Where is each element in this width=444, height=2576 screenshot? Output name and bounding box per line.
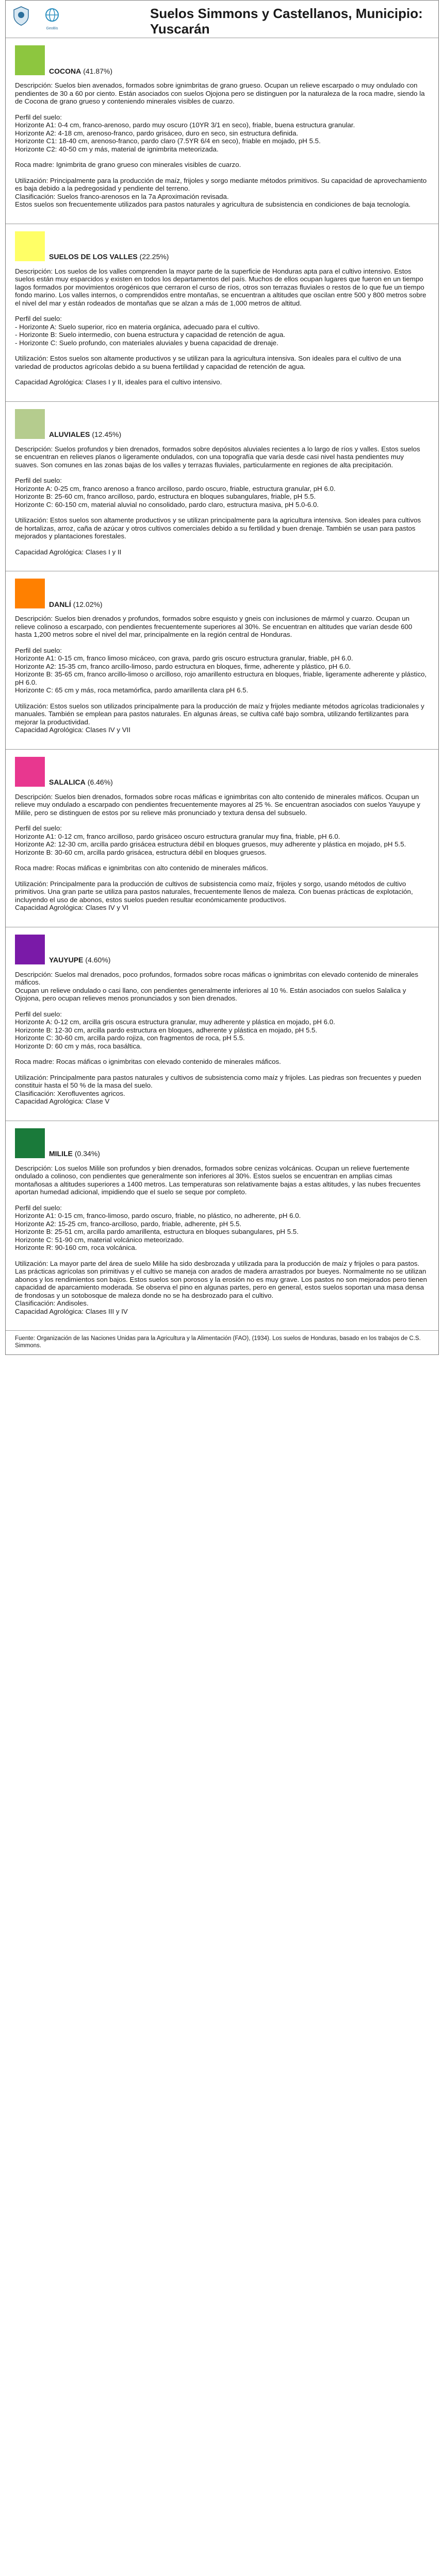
soil-name-text: YAUYUPE <box>49 956 84 964</box>
soil-paragraph: Perfil del suelo: Horizonte A1: 0-4 cm, franco-arenoso, pardo muy oscuro (10YR 3/1 en seco), friable, buena estructura granular. Horizonte A2: 4-18 cm, arenoso-franco, pardo grisáceo, duro en seco, sin estructura definida. Horizonte C1: 18-40 cm, arenoso-franco, pardo claro (7.5YR 6/4 en seco), friable en mojado, pH 5.5. Horizonte C2: 40-50 cm y más, material de ignimbrita meteorizada. <box>15 113 355 153</box>
soil-name-text: SALALICA <box>49 778 86 786</box>
soil-name <box>49 601 103 609</box>
soil-paragraph: Utilización: Estos suelos son utilizados principalmente para la producción de maíz y frijoles mediante métodos agrícolas tradicionales y manuales. También se emplean para pastos naturales. En algunas áreas, se cultiva café bajo sombra, utilizando fertilizantes para mejorar la productividad. Capacidad Agrológica: Clases IV y VII <box>15 702 424 734</box>
soil-section <box>6 401 438 571</box>
soil-paragraph: Perfil del suelo: - Horizonte A: Suelo superior, rico en materia orgánica, adecuado para el cultivo. - Horizonte B: Suelo intermedio, con buena estructura y capacidad de retención de agua. - Horizonte C: Suelo profundo, con materiales aluviales y buena capacidad de drenaje. <box>15 315 286 347</box>
soil-color-swatch <box>15 935 45 964</box>
soil-paragraph: Descripción: Los suelos de los valles comprenden la mayor parte de la superficie de Honduras apta para el cultivo intensivo. Estos suelos están muy esparcidos y existen en todos los departamentos del país. Muchos de ellos ocupan lugares que fueron en un tiempo lagos formados por movimientos orogénicos que cerraron el curso de ríos, otros son terrazas fluviales o restos de lo que fue un tiempo fondo marino. Los valles internos, o comprendidos entre montañas, se encuentran a altitudes que oscilan entre 500 y 800 metros sobre el nivel del mar y están rodeados de montañas que se alzan a más de 1,000 metros de altitud. <box>15 267 426 307</box>
soil-name <box>49 956 110 964</box>
soil-section-header <box>15 409 429 439</box>
soil-name <box>49 431 121 439</box>
title-line-2: Yuscarán <box>150 21 210 37</box>
soil-paragraph: Utilización: Estos suelos son altamente productivos y se utilizan principalmente para la agricultura intensiva. Son ideales para cultivos de hortalizas, arroz, caña de azúcar y otros cultivos comerciales debido a su fertilidad y buen drenaje. También se usan para pastos mejorados y plantaciones forestales. <box>15 516 421 540</box>
soil-paragraph: Utilización: La mayor parte del área de suelo Milile ha sido desbrozada y utilizada para la producción de maíz y frijoles o para pastos. Las prácticas agrícolas son primitivas y el cultivo se maneja con arados de madera arrastrados por bueyes. Normalmente no se utilizan abonos y los rendimientos son bajos. Estos suelos son porosos y la erosión no es muy grave. Los pastos no son mejorados pero tienen capacidad de aparcamiento moderada. Se observa el pino en algunas partes, pero en general, estos suelos soportan una masa densa de frondosas y un sotobosque de maleza donde no se ha desbrozado para el cultivo. Clasificación: Andisoles. Capacidad Agrológica: Clases III y IV <box>15 1259 427 1315</box>
soil-section-header <box>15 231 429 261</box>
soil-color-swatch <box>15 757 45 787</box>
soil-percentage: (4.60%) <box>85 956 111 964</box>
soil-name <box>49 67 112 76</box>
soil-color-swatch <box>15 1128 45 1158</box>
soil-paragraph: Perfil del suelo: Horizonte A1: 0-15 cm, franco limoso micáceo, con grava, pardo gris oscuro estructura granular, friable, pH 6.0. Horizonte A2: 15-35 cm, franco arcillo-limoso, pardo estructura en bloques, firme, adherente y plástico, pH 6.0. Horizonte B: 35-65 cm, franco arcillo-limoso o arcilloso, rojo amarillento estructura en bloques, friable, ligeramente adherente y plástico, pH 6.0. Horizonte C: 65 cm y más, roca metamórfica, pardo amarillenta clara pH 6.5. <box>15 646 427 694</box>
soil-section-header <box>15 757 429 787</box>
soil-section <box>6 927 438 1121</box>
soil-paragraph: Perfil del suelo: Horizonte A1: 0-12 cm, franco arcilloso, pardo grisáceo oscuro estructura granular muy fina, friable, pH 6.0. Horizonte A2: 12-30 cm, arcilla pardo grisácea estructura débil en bloques gruesos, muy adherente y plástica en mojado, pH 5.5. Horizonte B: 30-60 cm, arcilla pardo grisácea, estructura débil en bloques gruesos. <box>15 824 406 856</box>
soil-name <box>49 778 113 787</box>
soil-section-header <box>15 579 429 608</box>
soil-paragraph: Utilización: Principalmente para pastos naturales y cultivos de subsistencia como maíz y frijoles. Las piedras son frecuentes y pueden constituir hasta el 50 % de la masa del suelo. Clasificación: Xerofluventes agricos. Capacidad Agrológica: Clase V <box>15 1073 421 1105</box>
soil-section <box>6 1121 438 1331</box>
soil-paragraph: Descripción: Suelos bien avenados, formados sobre ignimbritas de grano grueso. Ocupan un relieve escarpado o muy ondulado con pendientes de 30 a 60 por ciento. Están asociados con suelos Ojojona pero se distinguen por la naturaleza de la roca madre, siendo la de Cocona de grano grueso y conteniendo minerales visibles de cuarzo. <box>15 81 425 105</box>
soil-paragraph: Roca madre: Rocas máficas e ignimbritas con alto contenido de minerales máficos. <box>15 864 268 872</box>
soil-section <box>6 38 438 224</box>
soil-color-swatch <box>15 231 45 261</box>
soil-name-text: MILILE <box>49 1149 73 1158</box>
report-header <box>6 1 438 38</box>
soil-section-header <box>15 935 429 964</box>
soil-name-text: ALUVIALES <box>49 430 90 438</box>
soil-paragraph: Descripción: Suelos mal drenados, poco profundos, formados sobre rocas máficas o ignimbritas con elevado contenido de minerales máficos. Ocupan un relieve ondulado o casi llano, con pendientes generalmente inferiores al 10 %. Están asociados con suelos Salalica y Ojojona, pero ocupan relieves menos pronunciados y son bien drenados. <box>15 970 418 1002</box>
soil-paragraph: Roca madre: Ignimbrita de grano grueso con minerales visibles de cuarzo. <box>15 161 241 168</box>
soil-section-header <box>15 1128 429 1158</box>
soil-paragraph: Descripción: Suelos bien drenados, formados sobre rocas máficas e ignimbritas con alto contenido de minerales máficos. Ocupan un relieve muy ondulado a escarpado con pendientes frecuentemente mayores al 25 %. Se encuentran asociados con suelos Yauyupe y Milile, pero se distinguen de estos por su relieve más pronunciado y textura densa del subsuelo. <box>15 792 421 817</box>
soil-name-text: COCONA <box>49 66 81 75</box>
shield-icon <box>11 6 31 26</box>
soil-paragraph: Utilización: Principalmente para la producción de cultivos de subsistencia como maíz, frijoles y sorgo, usando métodos de cultivo primitivos. Una gran parte se utiliza para pastos naturales, frecuentemente llenos de maleza. Con buenas prácticas de explotación, incluyendo el uso de abonos, estos suelos pueden resultar económicamente productivos. Capacidad Agrológica: Clases IV y VI <box>15 879 413 911</box>
page-title <box>150 6 423 37</box>
soil-paragraph: Descripción: Los suelos Milile son profundos y bien drenados, formados sobre cenizas volcánicas. Ocupan un relieve fuertemente ondulado a colinoso, con pendientes que generalmente son inferiores al 30%. Estos suelos se encuentran en amplias cimas montañosas a altitudes superiores a 1400 metros. Las temperaturas son relativamente bajas a estas altitudes, y las nubes frecuentes aportan humedad adicional, impidiendo que el suelo se seque por completo. <box>15 1164 421 1196</box>
soil-percentage: (6.46%) <box>87 778 113 786</box>
soil-paragraph: Utilización: Principalmente para la producción de maíz, frijoles y sorgo mediante métodos primitivos. Su capacidad de aprovechamiento es baja debido a la pedregosidad y pendiente del terreno. Clasificación: Suelos franco-arenosos en la 7a Aproximación revisada. Estos suelos son frecuentemente utilizados para pastos naturales y agricultura de subsistencia en condiciones de baja tecnología. <box>15 176 427 208</box>
soil-name <box>49 253 169 261</box>
soil-paragraph: Utilización: Estos suelos son altamente productivos y se utilizan para la agricultura intensiva. Son ideales para el cultivo de una variedad de productos agrícolas debido a su buena fertilidad y capacidad de retención de agua. <box>15 354 401 370</box>
soil-paragraph: Perfil del suelo: Horizonte A: 0-25 cm, franco arenoso a franco arcilloso, pardo oscuro, friable, estructura granular, pH 6.0. Horizonte B: 25-60 cm, franco arcilloso, pardo, estructura en bloques subangulares, friable, pH 5.5. Horizonte C: 60-150 cm, material aluvial no consolidado, pardo claro, estructura masiva, pH 5.0-6.0. <box>15 477 336 509</box>
soil-color-swatch <box>15 579 45 608</box>
soil-percentage: (0.34%) <box>74 1149 100 1158</box>
source-footer: Fuente: Organización de las Naciones Unidas para la Agricultura y la Alimentación (FAO), (1934). Los suelos de Honduras, basado en los trabajos de C.S. Simmons. <box>6 1330 438 1354</box>
geobis-logo-text: GeoBis <box>46 27 58 30</box>
institution-logo <box>11 6 31 26</box>
soil-sections <box>6 38 438 1330</box>
soil-percentage: (22.25%) <box>139 252 169 261</box>
soil-section-header <box>15 45 429 75</box>
soil-paragraph: Capacidad Agrológica: Clases I y II <box>15 548 122 556</box>
soil-paragraph: Descripción: Suelos bien drenados y profundos, formados sobre esquisto y gneis con inclusiones de mármol y cuarzo. Ocupan un relieve colinoso a escarpado, con pendientes frecuentemente superiores al 30%. Se encuentran en altitudes que varían desde 600 hasta 1,200 metros sobre el nivel del mar, principalmente en la región central de Honduras. <box>15 615 413 638</box>
soil-section <box>6 749 438 927</box>
soil-percentage: (12.45%) <box>92 430 122 438</box>
soil-section <box>6 571 438 749</box>
title-line-1: Suelos Simmons y Castellanos, Municipio: <box>150 6 423 21</box>
report-page <box>5 0 439 1355</box>
soil-paragraph: Perfil del suelo: Horizonte A1: 0-15 cm, franco-limoso, pardo oscuro, friable, no plástico, no adherente, pH 6.0. Horizonte A2: 15-25 cm, franco-arcilloso, pardo, friable, adherente, pH 5.5. Horizonte B: 25-51 cm, arcilla pardo amarillenta, estructura en bloques subangulares, pH 5.5. Horizonte C: 51-90 cm, material volcánico meteorizado. Horizonte R: 90-160 cm, roca volcánica. <box>15 1204 301 1251</box>
soil-percentage: (12.02%) <box>73 600 103 608</box>
geobis-logo <box>37 6 68 31</box>
logos <box>11 6 150 31</box>
soil-name-text: DANLÍ <box>49 600 71 608</box>
soil-color-swatch <box>15 409 45 439</box>
soil-color-swatch <box>15 45 45 75</box>
soil-percentage: (41.87%) <box>83 66 113 75</box>
soil-paragraph: Perfil del suelo: Horizonte A: 0-12 cm, arcilla gris oscura estructura granular, muy adherente y plástica en mojado, pH 6.0. Horizonte B: 12-30 cm, arcilla pardo estructura en bloques, adherente y plástica en mojado, pH 5.5. Horizonte C: 30-60 cm, arcilla pardo rojiza, con fragmentos de roca, pH 5.5. Horizonte D: 60 cm y más, roca basáltica. <box>15 1010 335 1050</box>
soil-paragraph: Roca madre: Rocas máficas o ignimbritas con elevado contenido de minerales máficos. <box>15 1058 281 1065</box>
globe-icon <box>42 6 62 26</box>
soil-name <box>49 1150 100 1158</box>
soil-name-text: SUELOS DE LOS VALLES <box>49 252 138 261</box>
soil-paragraph: Capacidad Agrológica: Clases I y II, ideales para el cultivo intensivo. <box>15 378 222 386</box>
soil-section <box>6 224 438 401</box>
soil-paragraph: Descripción: Suelos profundos y bien drenados, formados sobre depósitos aluviales recientes a lo largo de ríos y valles. Estos suelos se encuentran en relieves planos o ligeramente ondulados, con una topografía que varía desde casi nivel hasta pendientes muy suaves. Son comunes en las zonas bajas de los valles y terrazas fluviales, particularmente en regiones de alta precipitación. <box>15 445 420 469</box>
